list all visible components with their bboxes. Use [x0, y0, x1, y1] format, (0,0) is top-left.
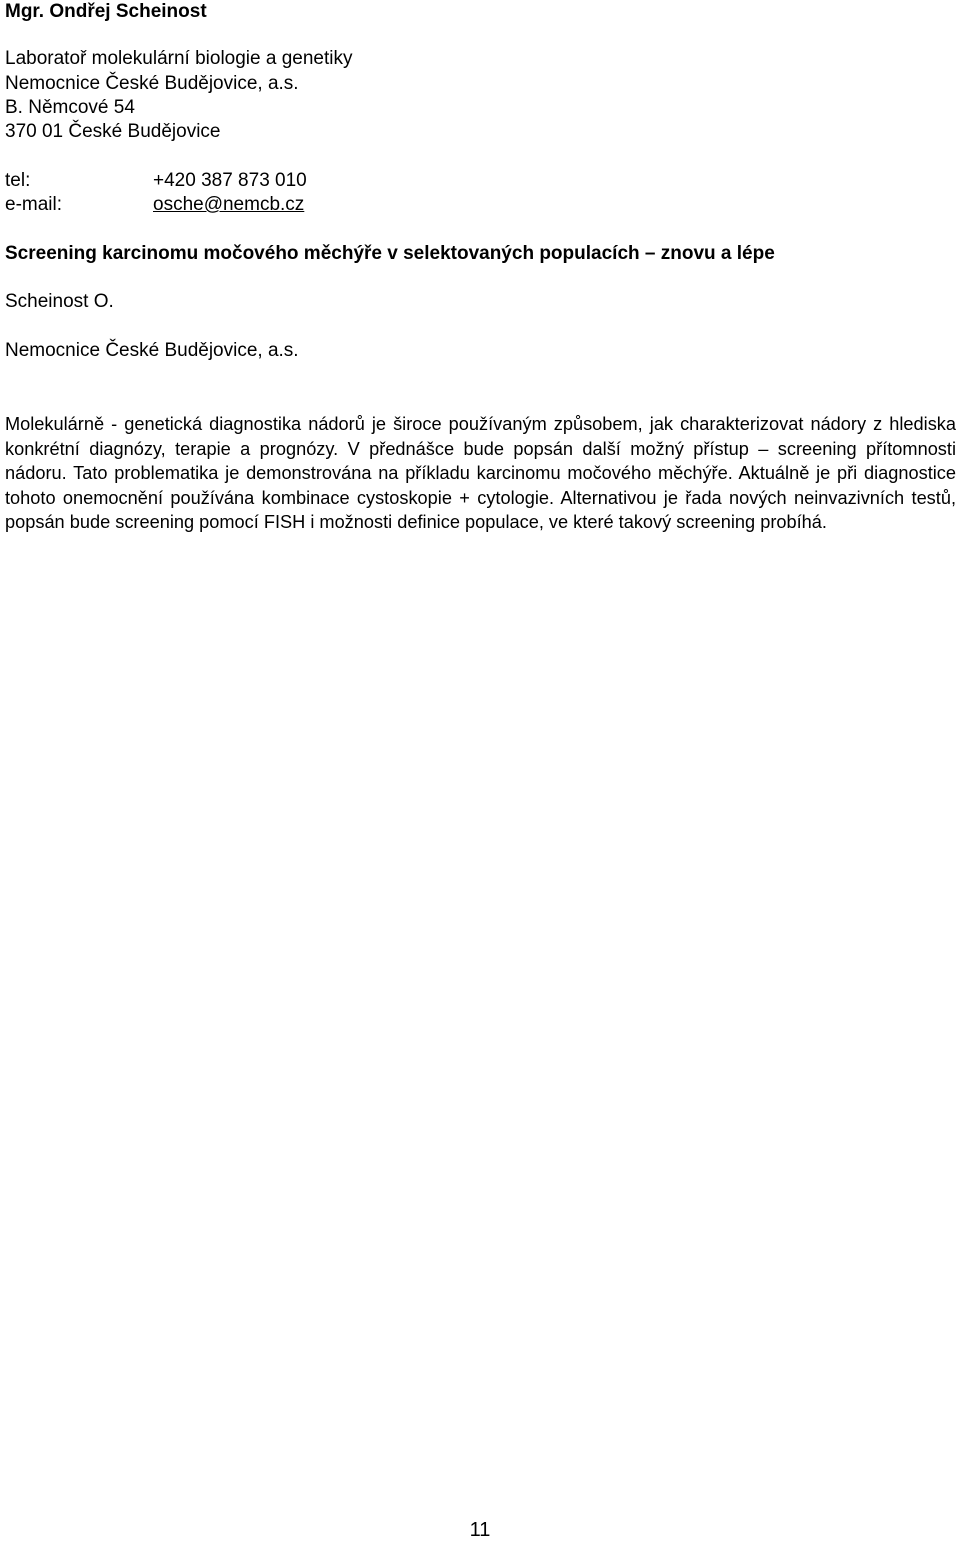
talk-title: Screening karcinomu močového měchýře v selektovaných populacích – znovu a lépe [5, 243, 775, 264]
author-name: Mgr. Ondřej Scheinost [5, 1, 207, 22]
address-line-3: B. Němcové 54 [5, 97, 135, 118]
address-line-4: 370 01 České Budějovice [5, 121, 221, 142]
phone-value: +420 387 873 010 [153, 170, 307, 191]
email-label: e-mail: [5, 194, 63, 215]
talk-affiliation: Nemocnice České Budějovice, a.s. [5, 340, 299, 361]
page-number: 11 [469, 1519, 491, 1541]
abstract-paragraph: Molekulárně - genetická diagnostika nádorů je široce používaným způsobem, jak charakterizovat nádory z hlediska konkrétní diagnózy, terapie a prognózy. V přednášce bude popsán další možný přístup – screening přítomnosti nádoru. Tato problematika je demonstrována na příkladu karcinomu močového měchýře. Aktuálně je při diagnostice tohoto onemocnění používána kombinace cystoskopie + cytologie. Alternativou je řada nových neinvazivních testů, popsán bude screening pomocí FISH i možnosti definice populace, ve které takový screening probíhá. [5, 414, 956, 532]
address-line-2: Nemocnice České Budějovice, a.s. [5, 73, 299, 94]
email-link[interactable]: osche@nemcb.cz [153, 194, 305, 215]
phone-row [5, 169, 307, 193]
phone-label: tel: [5, 170, 31, 191]
email-row [5, 193, 304, 217]
talk-authors: Scheinost O. [5, 291, 114, 312]
address-line-1: Laboratoř molekulární biologie a genetiky [5, 48, 353, 69]
